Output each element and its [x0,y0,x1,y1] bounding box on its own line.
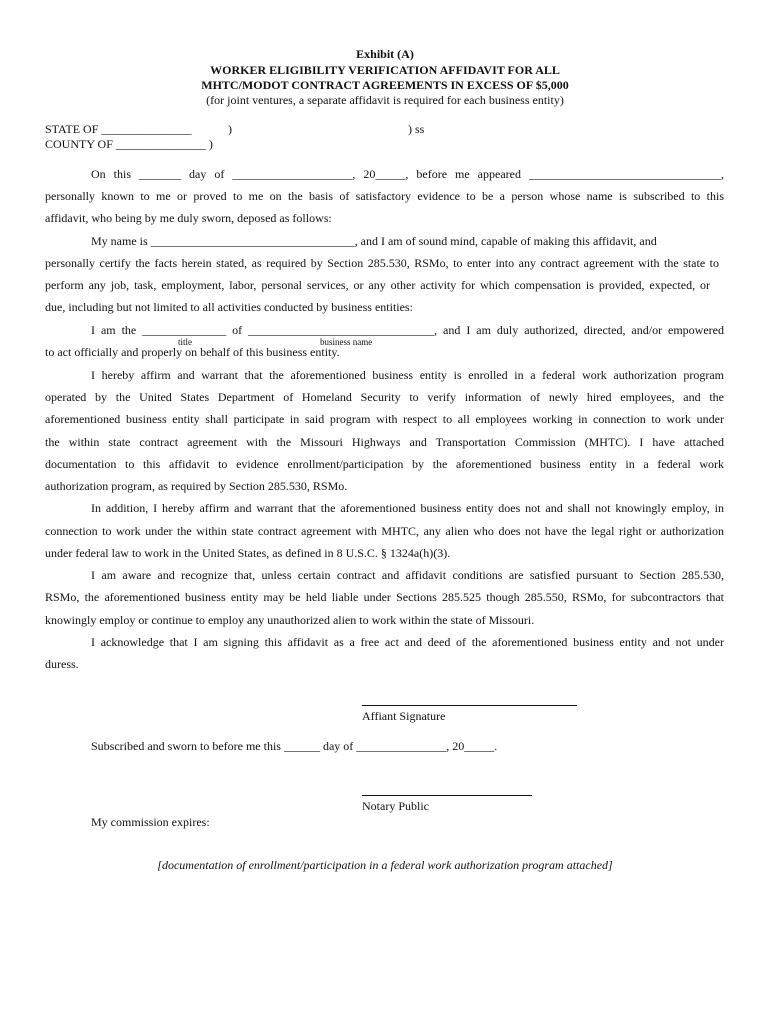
county-of-line: COUNTY OF _______________ ) [45,137,213,151]
paragraph-title-line1: I am the ______________ of _______________________________, and I am duly authorized, directed, and/or empowered [91,323,724,337]
title-caption: title [178,337,192,347]
paragraph-alien-line3: under federal law to work in the United States, as defined in 8 U.S.C. § 1324a(h)(3). [45,546,451,560]
affiant-signature-line[interactable] [362,705,577,706]
paragraph-enrollment-line5: documentation to this affidavit to evidence enrollment/participation by the aforementioned business entity in a federal work [45,457,724,471]
commission-expires-label: My commission expires: [91,815,210,829]
paragraph-name-line4: due, including but not limited to all activities conducted by business entities: [45,300,413,314]
state-paren: ) [228,122,232,136]
paragraph-appearance-line3: affidavit, who being by me duly sworn, deposed as follows: [45,211,332,225]
paragraph-enrollment-line4: the within state contract agreement with the Missouri Highways and Transportation Commission (MHTC). I have attached [45,435,724,449]
document-title-line1: WORKER ELIGIBILITY VERIFICATION AFFIDAVIT FOR ALL [210,63,560,77]
paragraph-enrollment-line6: authorization program, as required by Section 285.530, RSMo. [45,479,348,493]
paragraph-liability-line2: RSMo, the aforementioned business entity may be held liable under Sections 285.525 though 285.550, RSMo, for subcontractors that [45,590,724,604]
paragraph-alien-line2: connection to work under the within state contract agreement with MHTC, any alien who does not have the legal right or authorization [45,524,724,538]
paragraph-enrollment-line1: I hereby affirm and warrant that the aforementioned business entity is enrolled in a federal work authorization program [91,368,724,382]
paragraph-name-line2: personally certify the facts herein stated, as required by Section 285.530, RSMo, to enter into any contract agreement with the state to [45,256,719,270]
paragraph-liability-line3: knowingly employ or continue to employ any unauthorized alien to work within the state of Missouri. [45,613,535,627]
affiant-signature-label: Affiant Signature [362,709,446,723]
paragraph-appearance-line1: On this _______ day of ____________________, 20_____, before me appeared ________________________________, [91,167,724,181]
notary-public-label: Notary Public [362,799,429,813]
paragraph-name-line1: My name is __________________________________, and I am of sound mind, capable of making this affidavit, and [91,234,657,248]
paragraph-acknowledge-line1: I acknowledge that I am signing this affidavit as a free act and deed of the aforementioned business entity and not under [91,635,724,649]
paragraph-acknowledge-line2: duress. [45,657,79,671]
documentation-attached-note: [documentation of enrollment/participation in a federal work authorization program attached] [157,858,613,872]
paragraph-enrollment-line2: operated by the United States Department of Homeland Security to verify information of newly hired employees, and the [45,390,724,404]
document-title-line2: MHTC/MODOT CONTRACT AGREEMENTS IN EXCESS OF $5,000 [201,78,569,92]
paragraph-alien-line1: In addition, I hereby affirm and warrant that the aforementioned business entity does not and shall not knowingly employ, in [91,501,724,515]
ss-marker: ) ss [408,122,425,136]
paragraph-enrollment-line3: aforementioned business entity shall participate in said program with respect to all employees working in connection to work under [45,412,724,426]
business-name-caption: business name [320,337,373,347]
paragraph-name-line3: perform any job, task, employment, labor, personal services, or any other activity for which compensation is provided, expected, or [45,278,710,292]
paragraph-appearance-line2: personally known to me or proved to me on the basis of satisfactory evidence to be a person whose name is subscribed to this [45,189,724,203]
document-subtitle: (for joint ventures, a separate affidavit is required for each business entity) [206,93,564,107]
notary-signature-line[interactable] [362,795,532,796]
exhibit-label: Exhibit (A) [356,47,414,61]
subscribed-sworn-line: Subscribed and sworn to before me this ______ day of _______________, 20_____. [91,739,498,753]
state-of-line: STATE OF _______________ [45,122,192,136]
paragraph-title-line2: to act officially and properly on behalf of this business entity. [45,345,340,359]
paragraph-liability-line1: I am aware and recognize that, unless certain contract and affidavit conditions are satisfied pursuant to Section 285.530, [91,568,724,582]
